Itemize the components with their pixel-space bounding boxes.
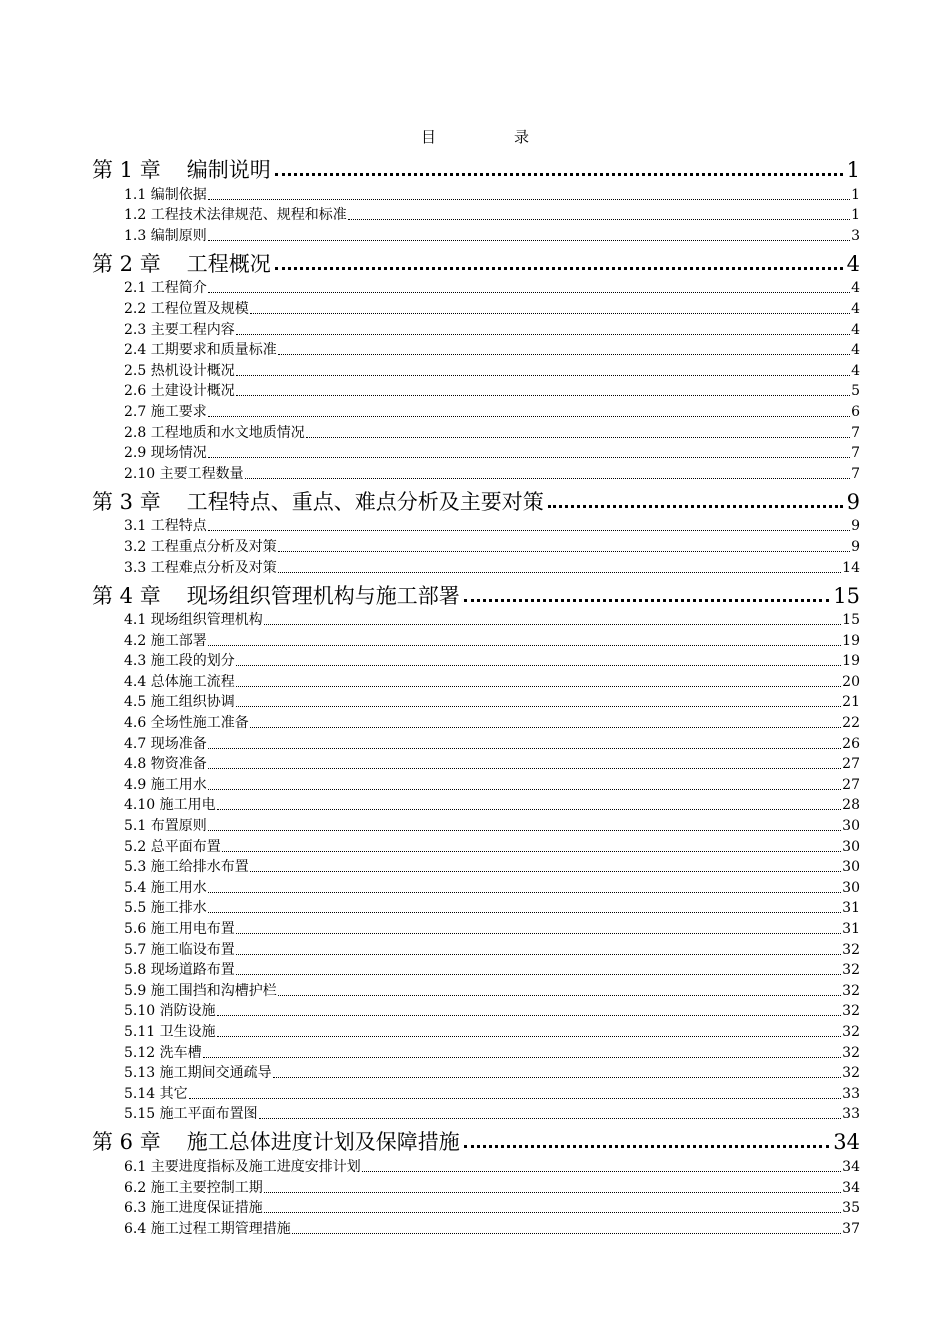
section-label: 5.6 施工用电布置 [124,921,235,937]
dot-leader [264,1192,841,1193]
section-label: 5.2 总平面布置 [124,838,221,855]
section-page-number: 4 [851,321,860,338]
section-label: 2.9 现场情况 [124,445,207,462]
section-label: 6.2 施工主要控制工期 [124,1179,263,1196]
dot-leader [278,354,850,355]
section-page-number: 32 [842,1044,860,1061]
toc-section-entry[interactable] [92,733,860,754]
section-page-number: 14 [842,559,860,576]
chapter-title: 施工总体进度计划及保障措施 [186,1130,460,1155]
dot-leader [548,505,843,508]
dot-leader [362,1171,841,1172]
toc-section-entry[interactable] [92,422,860,443]
dot-leader [278,572,841,573]
section-label: 4.9 施工用水 [124,776,207,793]
toc-section-entry[interactable] [92,898,860,919]
chapter-title: 编制说明 [186,158,271,182]
toc-section-entry[interactable] [92,980,860,1001]
section-label: 4.1 现场组织管理机构 [124,612,263,629]
section-label: 5.1 布置原则 [124,818,207,835]
toc-section-entry[interactable] [92,795,860,816]
chapter-title: 工程特点、重点、难点分析及主要对策 [186,489,544,514]
toc-section-entry[interactable] [92,877,860,898]
toc-section-entry[interactable] [92,692,860,713]
section-page-number: 32 [842,982,860,999]
section-page-number: 32 [842,941,860,958]
dot-leader [222,851,841,852]
chapter-label [92,156,271,184]
dot-leader [278,551,850,552]
section-page-number: 34 [842,1179,860,1196]
section-page-number: 31 [842,900,860,917]
section-page-number: 34 [842,1158,860,1175]
section-page-number: 33 [842,1085,860,1102]
section-label: 5.10 消防设施 [124,1003,216,1020]
section-page-number: 20 [842,673,860,690]
section-label: 2.6 土建设计概况 [124,383,235,400]
section-label: 2.1 工程简介 [124,280,207,297]
section-page-number: 32 [842,962,860,979]
toc-section-entry[interactable] [92,857,860,878]
dot-leader [208,748,841,749]
section-page-number: 37 [842,1220,860,1237]
section-label: 5.13 施工期间交通疏导 [124,1065,272,1082]
toc-chapter-entry[interactable] [92,484,860,516]
chapter-label [92,250,271,278]
toc-section-entry[interactable] [92,630,860,651]
toc-section-entry[interactable] [92,536,860,557]
toc-section-entry[interactable] [92,463,860,484]
section-page-number: 7 [851,465,860,482]
dot-leader [236,706,841,707]
toc-section-entry[interactable] [92,1218,860,1239]
section-page-number: 4 [851,342,860,359]
toc-section-entry[interactable] [92,1021,860,1042]
toc-section-entry[interactable] [92,278,860,299]
table-of-contents [92,152,860,1239]
chapter-label [92,582,460,610]
section-page-number: 5 [851,383,860,400]
section-label: 2.7 施工要求 [124,403,207,420]
toc-chapter-entry[interactable] [92,1124,860,1156]
toc-section-entry[interactable] [92,1063,860,1084]
chapter-number: 第 1 章 [92,158,161,182]
section-page-number: 30 [842,859,860,876]
dot-leader [236,395,850,396]
dot-leader [236,334,850,335]
section-label: 3.1 工程特点 [124,518,207,535]
toc-section-entry[interactable] [92,401,860,422]
dot-leader [208,530,850,531]
chapter-page-number: 34 [833,1130,860,1155]
toc-section-entry[interactable] [92,774,860,795]
dot-leader [208,830,841,831]
dot-leader [306,437,850,438]
section-page-number: 9 [851,518,860,535]
dot-leader [250,313,850,314]
dot-leader [275,173,843,176]
dot-leader [217,809,842,810]
section-label: 3.3 工程难点分析及对策 [124,559,277,576]
chapter-label [92,488,544,516]
section-label: 5.3 施工给排水布置 [124,859,249,876]
dot-leader [236,375,850,376]
toc-section-entry[interactable] [92,319,860,340]
toc-title-char-2: 录 [514,128,530,146]
toc-section-entry[interactable] [92,1042,860,1063]
section-page-number: 30 [842,879,860,896]
chapter-title: 工程概况 [186,251,271,276]
dot-leader [275,267,843,270]
toc-section-entry[interactable] [92,225,860,246]
section-label: 6.1 主要进度指标及施工进度安排计划 [124,1158,361,1175]
section-label: 5.11 卫生设施 [124,1023,216,1040]
section-page-number: 31 [842,921,860,937]
dot-leader [259,1118,842,1119]
section-page-number: 21 [842,694,860,711]
section-page-number: 6 [851,403,860,420]
dot-leader [250,871,841,872]
toc-section-entry[interactable] [92,1001,860,1022]
chapter-number: 第 3 章 [92,489,161,514]
toc-title [0,126,950,147]
section-label: 2.2 工程位置及规模 [124,300,249,317]
toc-chapter-entry[interactable] [92,152,860,184]
section-label: 2.4 工期要求和质量标准 [124,342,277,359]
dot-leader [278,995,841,996]
dot-leader [236,954,841,955]
section-page-number: 3 [851,227,860,244]
section-label: 5.12 洗车槽 [124,1044,202,1061]
section-page-number: 1 [851,186,860,203]
toc-section-entry[interactable] [92,340,860,361]
toc-section-entry[interactable] [92,205,860,226]
section-label: 5.5 施工排水 [124,900,207,917]
dot-leader [208,292,850,293]
section-page-number: 7 [851,445,860,462]
section-label: 3.2 工程重点分析及对策 [124,538,277,555]
section-page-number: 22 [842,715,860,732]
section-page-number: 30 [842,818,860,835]
section-label: 5.7 施工临设布置 [124,941,235,958]
chapter-page-number: 9 [846,489,860,514]
dot-leader [264,1212,841,1213]
toc-title-char-1: 目 [420,128,436,146]
toc-section-entry[interactable] [92,1083,860,1104]
section-page-number: 19 [842,653,860,670]
dot-leader [217,1015,842,1016]
dot-leader [464,599,830,602]
section-label: 6.3 施工进度保证措施 [124,1200,263,1217]
section-label: 4.10 施工用电 [124,797,216,814]
toc-section-entry[interactable] [92,184,860,205]
dot-leader [208,892,841,893]
toc-chapter-entry[interactable] [92,578,860,610]
section-page-number: 26 [842,735,860,752]
section-label: 4.4 总体施工流程 [124,673,235,690]
toc-section-entry[interactable] [92,712,860,733]
section-page-number: 32 [842,1023,860,1040]
dot-leader [189,1098,842,1099]
dot-leader [203,1057,842,1058]
toc-section-entry[interactable] [92,1104,860,1125]
section-label: 5.14 其它 [124,1085,188,1102]
dot-leader [208,768,841,769]
toc-section-entry[interactable] [92,918,860,939]
dot-leader [348,219,850,220]
section-page-number: 4 [851,280,860,297]
chapter-page-number: 15 [833,583,860,608]
section-label: 2.8 工程地质和水文地质情况 [124,424,305,441]
dot-leader [208,199,850,200]
dot-leader [208,912,841,913]
section-label: 4.3 施工段的划分 [124,653,235,670]
section-page-number: 35 [842,1200,860,1217]
dot-leader [236,933,841,934]
chapter-number: 第 2 章 [92,251,161,276]
section-label: 5.4 施工用水 [124,879,207,896]
toc-section-entry[interactable] [92,1198,860,1219]
section-label: 2.3 主要工程内容 [124,321,235,338]
section-page-number: 19 [842,632,860,649]
dot-leader [217,1036,842,1037]
section-page-number: 32 [842,1003,860,1020]
section-page-number: 4 [851,362,860,379]
section-label: 1.2 工程技术法律规范、规程和标准 [124,207,347,224]
section-page-number: 33 [842,1106,860,1123]
section-label: 4.7 现场准备 [124,735,207,752]
section-page-number: 27 [842,776,860,793]
toc-section-entry[interactable] [92,815,860,836]
section-page-number: 30 [842,838,860,855]
dot-leader [245,478,850,479]
toc-section-entry[interactable] [92,443,860,464]
section-label: 1.1 编制依据 [124,186,207,203]
dot-leader [273,1077,842,1078]
toc-section-entry[interactable] [92,610,860,631]
section-label: 1.3 编制原则 [124,227,207,244]
toc-section-entry[interactable] [92,381,860,402]
section-page-number: 15 [842,612,860,629]
toc-section-entry[interactable] [92,298,860,319]
chapter-number: 第 4 章 [92,583,161,608]
section-page-number: 28 [842,797,860,814]
chapter-page-number: 4 [846,251,860,276]
dot-leader [208,789,841,790]
section-label: 4.2 施工部署 [124,632,207,649]
section-page-number: 7 [851,424,860,441]
dot-leader [208,240,850,241]
section-label: 4.6 全场性施工准备 [124,715,249,732]
dot-leader [464,1145,830,1148]
section-label: 5.8 现场道路布置 [124,962,235,979]
dot-leader [208,416,850,417]
chapter-page-number: 1 [846,158,860,182]
section-page-number: 1 [851,207,860,224]
section-page-number: 32 [842,1065,860,1082]
section-label: 4.8 物资准备 [124,756,207,773]
section-label: 5.9 施工围挡和沟槽护栏 [124,982,277,999]
toc-section-entry[interactable] [92,360,860,381]
dot-leader [292,1233,841,1234]
section-page-number: 27 [842,756,860,773]
chapter-title: 现场组织管理机构与施工部署 [186,583,460,608]
section-label: 6.4 施工过程工期管理措施 [124,1220,291,1237]
section-label: 5.15 施工平面布置图 [124,1106,258,1123]
toc-section-entry[interactable] [92,557,860,578]
toc-section-entry[interactable] [92,836,860,857]
toc-section-entry[interactable] [92,1156,860,1177]
toc-section-entry[interactable] [92,939,860,960]
toc-section-entry[interactable] [92,754,860,775]
dot-leader [236,665,841,666]
toc-section-entry[interactable] [92,516,860,537]
toc-section-entry[interactable] [92,1177,860,1198]
dot-leader [236,974,841,975]
toc-chapter-entry[interactable] [92,246,860,278]
section-label: 2.5 热机设计概况 [124,362,235,379]
toc-section-entry[interactable] [92,651,860,672]
section-page-number: 4 [851,300,860,317]
dot-leader [250,727,841,728]
dot-leader [264,624,841,625]
section-label: 4.5 施工组织协调 [124,694,235,711]
chapter-label [92,1128,460,1156]
toc-section-entry[interactable] [92,671,860,692]
section-label: 2.10 主要工程数量 [124,465,244,482]
chapter-number: 第 6 章 [92,1130,161,1155]
dot-leader [208,457,850,458]
dot-leader [208,645,841,646]
dot-leader [236,686,841,687]
section-page-number: 9 [851,538,860,555]
toc-section-entry[interactable] [92,960,860,981]
